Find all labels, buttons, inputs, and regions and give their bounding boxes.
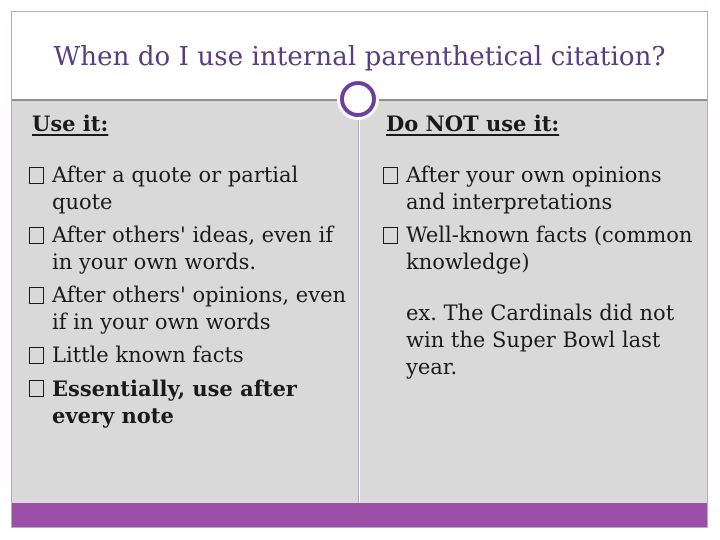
list-item: Essentially, use after every note bbox=[32, 375, 352, 429]
left-column bbox=[32, 110, 352, 435]
right-bullet-list bbox=[386, 162, 704, 276]
list-item: After others' ideas, even if in your own words. bbox=[32, 222, 352, 276]
right-column bbox=[386, 110, 704, 381]
list-item: Well-known facts (common knowledge) bbox=[386, 222, 704, 276]
list-item: After your own opinions and interpretations bbox=[386, 162, 704, 216]
slide-title: When do I use internal parenthetical citation? bbox=[53, 42, 666, 72]
bullet-box-icon bbox=[29, 347, 44, 364]
list-item: Little known facts bbox=[32, 342, 352, 369]
bullet-box-icon bbox=[29, 167, 44, 184]
list-item: After a quote or partial quote bbox=[32, 162, 352, 216]
column-divider-line bbox=[358, 108, 359, 503]
bullet-box-icon bbox=[29, 227, 44, 244]
bullet-box-icon bbox=[383, 167, 398, 184]
bottom-accent-bar bbox=[12, 503, 707, 527]
bullet-box-icon bbox=[29, 380, 44, 397]
right-heading: Do NOT use it: bbox=[386, 111, 560, 136]
list-item: After others' opinions, even if in your own words bbox=[32, 282, 352, 336]
left-bullet-list bbox=[32, 162, 352, 429]
example-text: ex. The Cardinals did not win the Super Bowl last year. bbox=[406, 301, 675, 379]
bullet-box-icon bbox=[29, 287, 44, 304]
left-heading: Use it: bbox=[32, 111, 109, 136]
bullet-box-icon bbox=[383, 227, 398, 244]
